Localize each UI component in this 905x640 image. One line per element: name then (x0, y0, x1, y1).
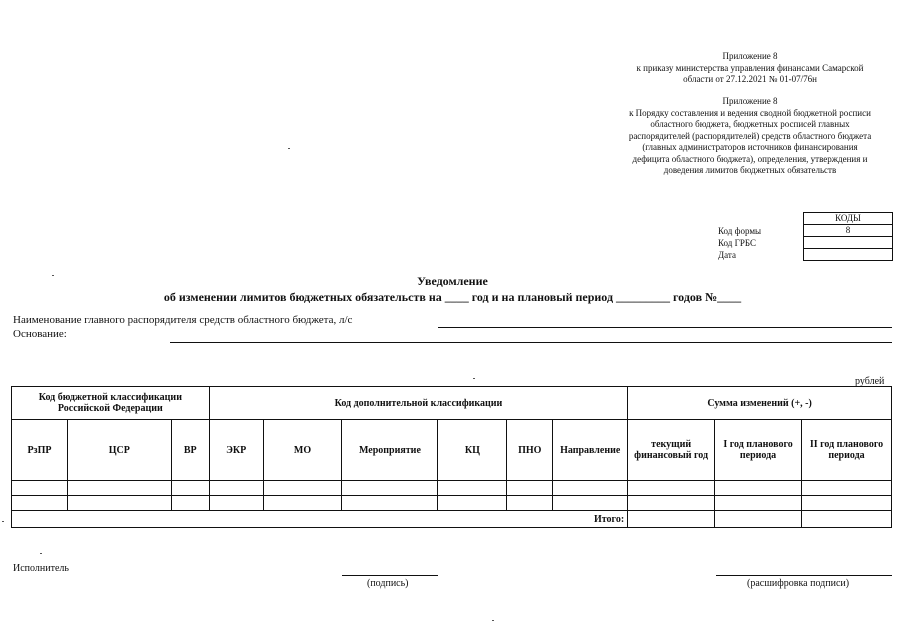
cell[interactable] (438, 496, 507, 511)
col-current-year: текущий финансовый год (628, 420, 715, 481)
total-row (12, 511, 892, 528)
document-title: Уведомление (417, 274, 488, 288)
appendix-text: (главных администраторов источников финансирования (642, 142, 858, 152)
table-row (12, 496, 892, 511)
grbs-code-value[interactable] (804, 237, 893, 249)
table-row (12, 481, 892, 496)
appendix-text: области от 27.12.2021 № 01-07/76н (683, 74, 817, 84)
col-ekr: ЭКР (209, 420, 263, 481)
scan-speck (52, 275, 54, 276)
scan-speck (288, 148, 290, 149)
appendix-text: к приказу министерства управления финансами Самарской (636, 62, 864, 73)
cell[interactable] (342, 496, 438, 511)
sum-group-header: Сумма изменений (+, -) (628, 387, 892, 420)
cell[interactable] (171, 496, 209, 511)
signature-caption: (подпись) (367, 578, 409, 589)
appendix-text: доведения лимитов бюджетных обязательств (663, 165, 837, 175)
total-plan-year-1[interactable] (715, 511, 802, 528)
scan-speck (473, 378, 475, 379)
appendix-text: дефицита областного бюджета), определения, утверждения и (632, 153, 868, 164)
cell[interactable] (507, 481, 553, 496)
col-pno: ПНО (507, 420, 553, 481)
form-code-value[interactable]: 8 (804, 225, 893, 237)
cell[interactable] (171, 481, 209, 496)
cell[interactable] (553, 496, 628, 511)
cell[interactable] (67, 481, 171, 496)
distributor-field[interactable] (438, 327, 892, 328)
kbk-group-header: Код бюджетной классификации Российской Федерации (12, 387, 210, 420)
cell[interactable] (802, 496, 892, 511)
appendix-procedure-reference (600, 96, 900, 177)
codes-header: КОДЫ (804, 213, 893, 225)
cell[interactable] (67, 496, 171, 511)
cell[interactable] (209, 481, 263, 496)
table-group-header (12, 387, 892, 420)
units-label: рублей (855, 376, 885, 387)
codes-labels (718, 225, 761, 261)
col-plan-year-2: II год планового периода (802, 420, 892, 481)
grbs-code-label: Код ГРБС (718, 238, 756, 248)
cell[interactable] (715, 496, 802, 511)
appendix-text: распорядителей (распорядителей) средств областного бюджета (628, 130, 872, 141)
scan-speck (492, 620, 494, 621)
date-label: Дата (718, 250, 736, 260)
total-label: Итого: (12, 511, 628, 528)
cell[interactable] (553, 481, 628, 496)
limits-table (11, 386, 892, 528)
basis-field[interactable] (170, 342, 892, 343)
signature-decode-caption: (расшифровка подписи) (747, 578, 850, 589)
col-mo: МО (263, 420, 342, 481)
cell[interactable] (628, 481, 715, 496)
cell[interactable] (263, 481, 342, 496)
col-direction: Направление (553, 420, 628, 481)
cell[interactable] (715, 481, 802, 496)
col-kc: КЦ (438, 420, 507, 481)
appendix-order-reference (600, 51, 900, 86)
signature-decode-line[interactable] (716, 575, 892, 576)
col-plan-year-1: I год планового периода (715, 420, 802, 481)
cell[interactable] (342, 481, 438, 496)
signature-line[interactable] (342, 575, 438, 576)
appendix-title: Приложение 8 (722, 51, 778, 61)
cell[interactable] (12, 481, 68, 496)
cell[interactable] (263, 496, 342, 511)
cell[interactable] (628, 496, 715, 511)
basis-label: Основание: (13, 328, 67, 340)
additional-group-header: Код дополнительной классификации (209, 387, 627, 420)
date-value[interactable] (804, 249, 893, 261)
scan-speck (2, 521, 4, 522)
form-code-label: Код формы (718, 226, 762, 236)
col-rzpr: РзПР (12, 420, 68, 481)
document-subtitle: об изменении лимитов бюджетных обязательств на ____ год и на плановый период _________ годов №____ (163, 290, 742, 304)
appendix-title: Приложение 8 (722, 96, 778, 106)
table-column-header (12, 420, 892, 481)
appendix-text: областного бюджета, бюджетных росписей главных (650, 119, 850, 129)
scan-speck (40, 553, 42, 554)
executor-label: Исполнитель (13, 563, 69, 574)
cell[interactable] (209, 496, 263, 511)
cell[interactable] (507, 496, 553, 511)
cell[interactable] (802, 481, 892, 496)
total-plan-year-2[interactable] (802, 511, 892, 528)
col-csr: ЦСР (67, 420, 171, 481)
distributor-label: Наименование главного распорядителя средств областного бюджета, л/с (13, 314, 353, 326)
col-vr: ВР (171, 420, 209, 481)
cell[interactable] (12, 496, 68, 511)
cell[interactable] (438, 481, 507, 496)
codes-table (803, 212, 893, 261)
appendix-text: к Порядку составления и ведения сводной бюджетной росписи (629, 107, 871, 118)
total-current-year[interactable] (628, 511, 715, 528)
col-event: Мероприятие (342, 420, 438, 481)
